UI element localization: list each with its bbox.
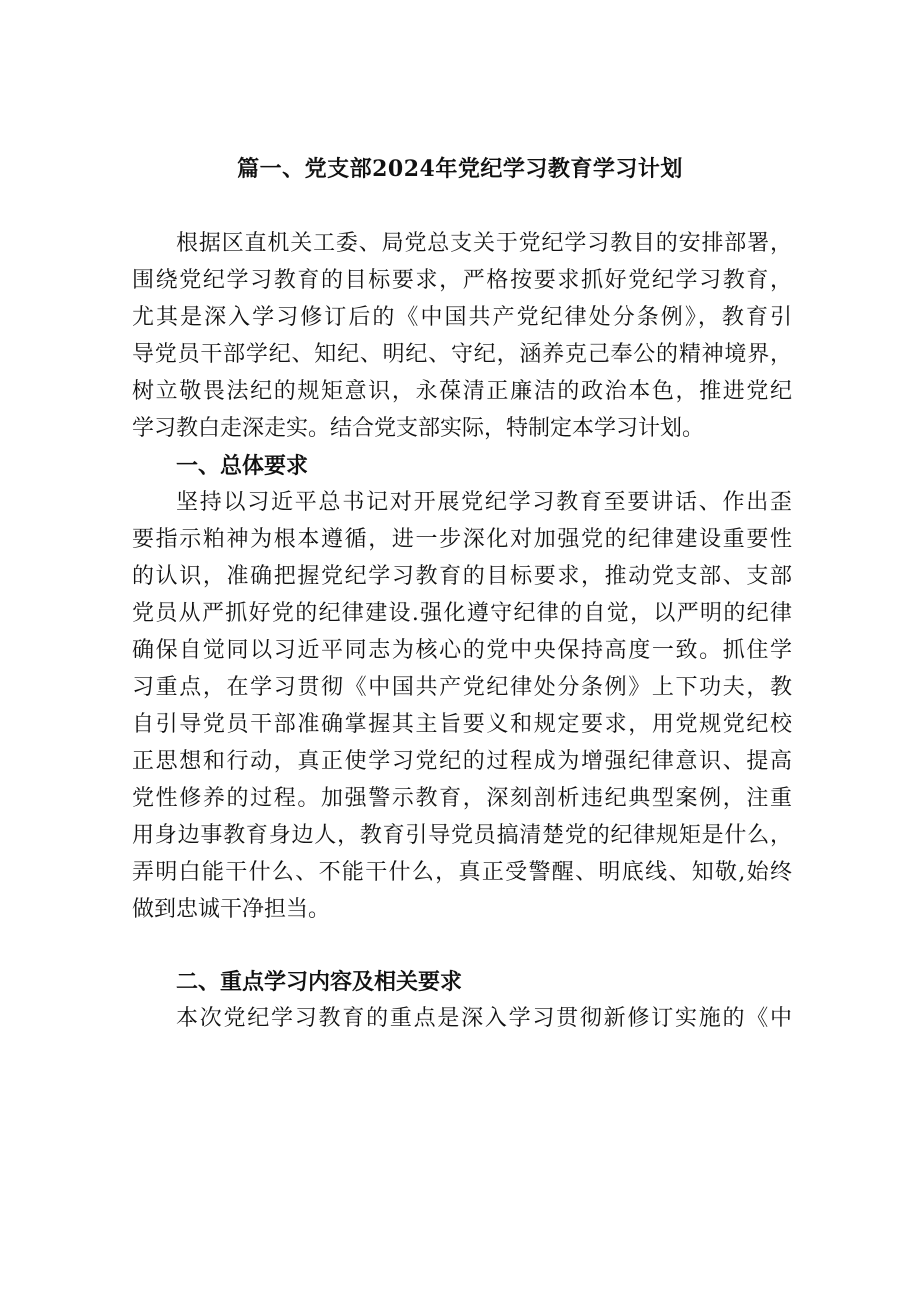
intro-line-6: 学习教白走深走实。结合党支部实际，特制定本学习计划。	[132, 416, 705, 441]
intro-line-2: 围绕党纪学习教育的目标要求，严格按要求抓好党纪学习教育，	[132, 268, 792, 293]
document-title: 篇一、党支部2024年党纪学习教育学习计划	[237, 156, 683, 182]
section1-line-1: 坚持以习近平总书记对开展党纪学习教育至要讲话、作出歪	[176, 490, 792, 515]
section1-line-12: 做到忠诚干净担当。	[132, 897, 331, 922]
section1-line-9: 党性修养的过程。加强警示教育，深刻剖析违纪典型案例，注重	[132, 786, 792, 811]
section1-line-4: 党员从严抓好党的纪律建设.强化遵守纪律的自觉，以严明的纪律	[132, 601, 792, 626]
section2-line-1: 本次党纪学习教育的重点是深入学习贯彻新修订实施的《中	[176, 1006, 792, 1031]
section1-line-6: 习重点，在学习贯彻《中国共产党纪律处分条例》上下功夫，教	[132, 675, 792, 700]
intro-line-4: 导党员干部学纪、知纪、明纪、守纪，涵养克己奉公的精神境界，	[132, 342, 792, 367]
intro-line-5: 树立敬畏法纪的规矩意识，永葆清正廉洁的政治本色，推进党纪	[132, 379, 792, 404]
section1-line-10: 用身边事教育身边人，教育引导党员搞清楚党的纪律规矩是什么，	[132, 823, 792, 848]
section1-line-11: 弄明白能干什么、不能干什么，真正受警醒、明底线、知敬,始终	[132, 860, 792, 885]
section1-line-3: 的认识，准确把握党纪学习教育的目标要求，推动党支部、支部	[132, 564, 792, 589]
section1-line-7: 自引导党员干部准确掌握其主旨要义和规定要求，用党规党纪校	[132, 712, 792, 737]
intro-line-1: 根据区直机关工委、局党总支关于党纪学习教目的安排部署，	[176, 231, 792, 256]
section1-line-8: 正思想和行动，真正使学习党纪的过程成为增强纪律意识、提高	[132, 749, 792, 774]
section1-line-5: 确保自觉同以习近平同志为核心的党中央保持高度一致。抓住学	[132, 638, 792, 663]
section2-heading: 二、重点学习内容及相关要求	[176, 969, 463, 995]
intro-line-3: 尤其是深入学习修订后的《中国共产党纪律处分条例》，教育引	[132, 305, 792, 330]
section1-heading: 一、总体要求	[176, 453, 309, 479]
section1-line-2: 要指示粕神为根本遵循，进一步深化对加强党的纪律建设重要性	[132, 527, 792, 552]
